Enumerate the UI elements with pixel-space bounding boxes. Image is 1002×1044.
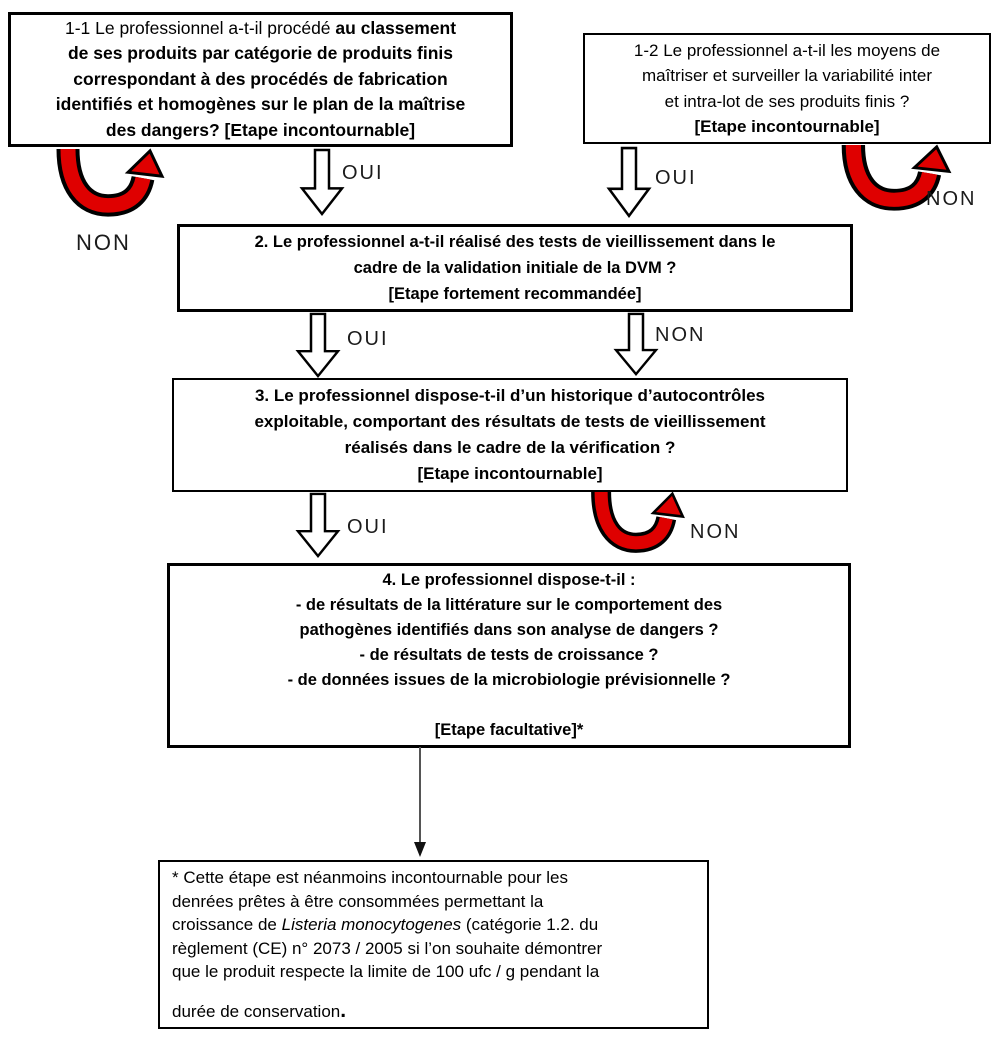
down-arrow-non-2-icon [614, 313, 658, 376]
edge-label-non-1-1: NON [76, 230, 131, 255]
edge-label-oui-3: OUI [347, 516, 389, 538]
loop-back-arrow-non-1-1-icon [46, 149, 168, 219]
edge-label-non-1-2: NON [926, 188, 977, 210]
down-arrow-oui-1-1-icon [300, 149, 344, 216]
footnote-line [172, 999, 695, 1024]
text-run: . [340, 998, 347, 1022]
box-text-line: - de résultats de tests de croissance ? [359, 646, 659, 664]
flowchart-box-4 [167, 563, 851, 748]
text-run: 1-1 Le professionnel a-t-il procédé [64, 17, 336, 38]
edge-label-oui-1-2: OUI [655, 167, 697, 189]
flowchart-box-1-1 [8, 12, 513, 147]
down-arrow-oui-1-2-icon [607, 147, 651, 218]
box-text-line: - de résultats de la littérature sur le comportement des [295, 596, 723, 614]
box-text-line: [Etape incontournable] [694, 117, 880, 136]
down-arrow-oui-3-icon [296, 493, 340, 558]
box-text-line: de ses produits par catégorie de produits finis [67, 43, 454, 64]
box-text-line: [Etape facultative]* [434, 721, 584, 739]
text-run: croissance de [172, 915, 282, 934]
down-arrow-oui-2-icon [296, 313, 340, 378]
box-text-line: [Etape incontournable] [417, 464, 603, 483]
footnote-line [172, 913, 695, 937]
text-run: au classement [335, 17, 457, 38]
box-text-line: 1-2 Le professionnel a-t-il les moyens de [633, 40, 941, 60]
flowchart-box-3 [172, 378, 848, 492]
box-text-line: pathogènes identifiés dans son analyse de dangers ? [299, 621, 719, 639]
box-text-line: correspondant à des procédés de fabrication [73, 68, 448, 89]
text-run: (catégorie 1.2. du [461, 915, 599, 934]
box-text-line: 4. Le professionnel dispose-t-il : [382, 571, 636, 589]
down-arrow-footnote-icon [412, 747, 428, 859]
box-text-line: - de données issues de la microbiologie prévisionnelle ? [287, 671, 731, 689]
box-text-line: maîtriser et surveiller la variabilité inter [641, 66, 933, 85]
footnote-line: règlement (CE) n° 2073 / 2005 si l’on souhaite démontrer [172, 938, 603, 958]
footnote-line: * Cette étape est néanmoins incontournable pour les [172, 868, 568, 887]
footnote-line: que le produit respecte la limite de 100 ufc / g pendant la [172, 962, 600, 981]
loop-back-arrow-non-3-icon [582, 492, 688, 555]
box-text-line [11, 16, 510, 42]
edge-label-oui-1-1: OUI [342, 162, 384, 184]
edge-label-non-3: NON [690, 521, 741, 543]
box-text-line: exploitable, comportant des résultats de tests de vieillissement [254, 412, 766, 431]
flowchart-box-1-2 [583, 33, 991, 144]
box-text-line: 3. Le professionnel dispose-t-il d’un historique d’autocontrôles [254, 386, 766, 405]
flowchart-box-2 [177, 224, 853, 312]
box-text-line: identifiés et homogènes sur le plan de la maîtrise [55, 94, 466, 115]
edge-label-non-2: NON [655, 324, 706, 346]
footnote-box [158, 860, 709, 1029]
box-text-line: 2. Le professionnel a-t-il réalisé des tests de vieillissement dans le [254, 233, 776, 251]
box-text-line: des dangers? [Etape incontournable] [105, 119, 416, 140]
text-run: durée de conservation [172, 1001, 341, 1021]
box-text-line: réalisés dans le cadre de la vérification ? [344, 438, 676, 457]
edge-label-oui-2: OUI [347, 328, 389, 350]
box-text-line: [Etape fortement recommandée] [388, 285, 642, 303]
box-text-line: cadre de la validation initiale de la DVM ? [353, 259, 677, 277]
text-run-italic: Listeria monocytogenes [281, 915, 462, 934]
footnote-line: denrées prêtes à être consommées permettant la [172, 891, 544, 911]
box-text-line: et intra-lot de ses produits finis ? [664, 91, 910, 111]
